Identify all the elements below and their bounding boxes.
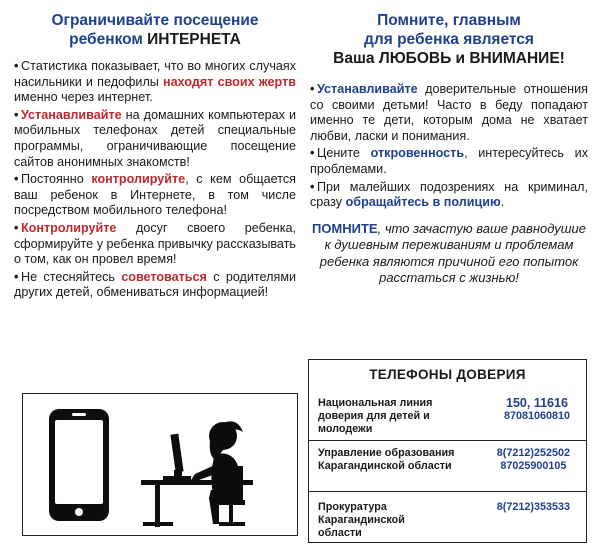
left-column — [14, 0, 296, 303]
left-bullets — [14, 59, 296, 301]
bullet-control-leisure: • Контролируйте досуг своего ребенка, сформируйте у ребенка привычку рассказывать о том, как он провел время! — [14, 220, 296, 267]
smartphone-icon — [49, 409, 109, 521]
helpline-number: 87081060810 — [503, 410, 570, 422]
divider — [309, 491, 586, 492]
helpline-number: 8(7212)353533 — [496, 501, 570, 513]
bullet-openness: • Цените откровенность, интересуйтесь их проблемами. — [310, 146, 588, 176]
right-bullets — [310, 82, 588, 211]
bullet-statistics: • Статистика показывает, что во многих случаях насильники и педофилы находят своих жертв именно через интернет. — [14, 59, 296, 105]
helplines-title: ТЕЛЕФОНЫ ДОВЕРИЯ — [369, 367, 526, 382]
helplines-box: ТЕЛЕФОНЫ ДОВЕРИЯ Национальная линия доверия для детей и молодежи 150, 11616 87081060810 Управление образования Карагандинской области 8(7212)252502 87025900105 Прокуратура Карагандинской области 8(7212)353533 — [308, 359, 587, 543]
child-at-computer-icon — [141, 421, 253, 527]
bullet-trust: • Устанавливайте доверительные отношения со своими детьми! Часто в беду попадают именно те дети, которым дома не хватает любви, ласки и понимания. — [310, 82, 588, 143]
helpline-number: 150, 11616 — [506, 396, 568, 410]
bullet-install-software: • Устанавливайте на домашних компьютерах и мобильных телефонах детей специальные программы, ограничивающие посещение сайтов анонимных знакомств! — [14, 107, 296, 169]
phone-and-child-illustration — [23, 394, 296, 534]
bullet-police: • При малейших подозрениях на криминал, сразу обращайтесь в полицию. — [310, 179, 588, 210]
illustration-box — [22, 393, 298, 536]
bullet-consult-parents: • Не стесняйтесь советоваться с родителями других детей, обмениваться информацией! — [14, 269, 297, 300]
right-title: Помните, главным для ребенка является Ваша ЛЮБОВЬ и ВНИМАНИЕ! — [333, 12, 565, 67]
bullet-control-contacts: • Постоянно контролируйте, с кем общается ваш ребенок в Интернете, в том числе посредством мобильного телефона! — [14, 172, 296, 218]
divider — [309, 440, 586, 441]
helpline-number: 87025900105 — [500, 460, 567, 472]
left-title: Ограничивайте посещение ребенком ИНТЕРНЕТА — [51, 12, 259, 48]
helpline-number: 8(7212)252502 — [496, 447, 570, 459]
right-column — [310, 0, 588, 287]
remember-note: ПОМНИТЕ, что зачастую ваше равнодушие к душевным переживаниям и проблемам ребенка являются причиной его попыток расстаться с жизнью! — [311, 220, 587, 286]
